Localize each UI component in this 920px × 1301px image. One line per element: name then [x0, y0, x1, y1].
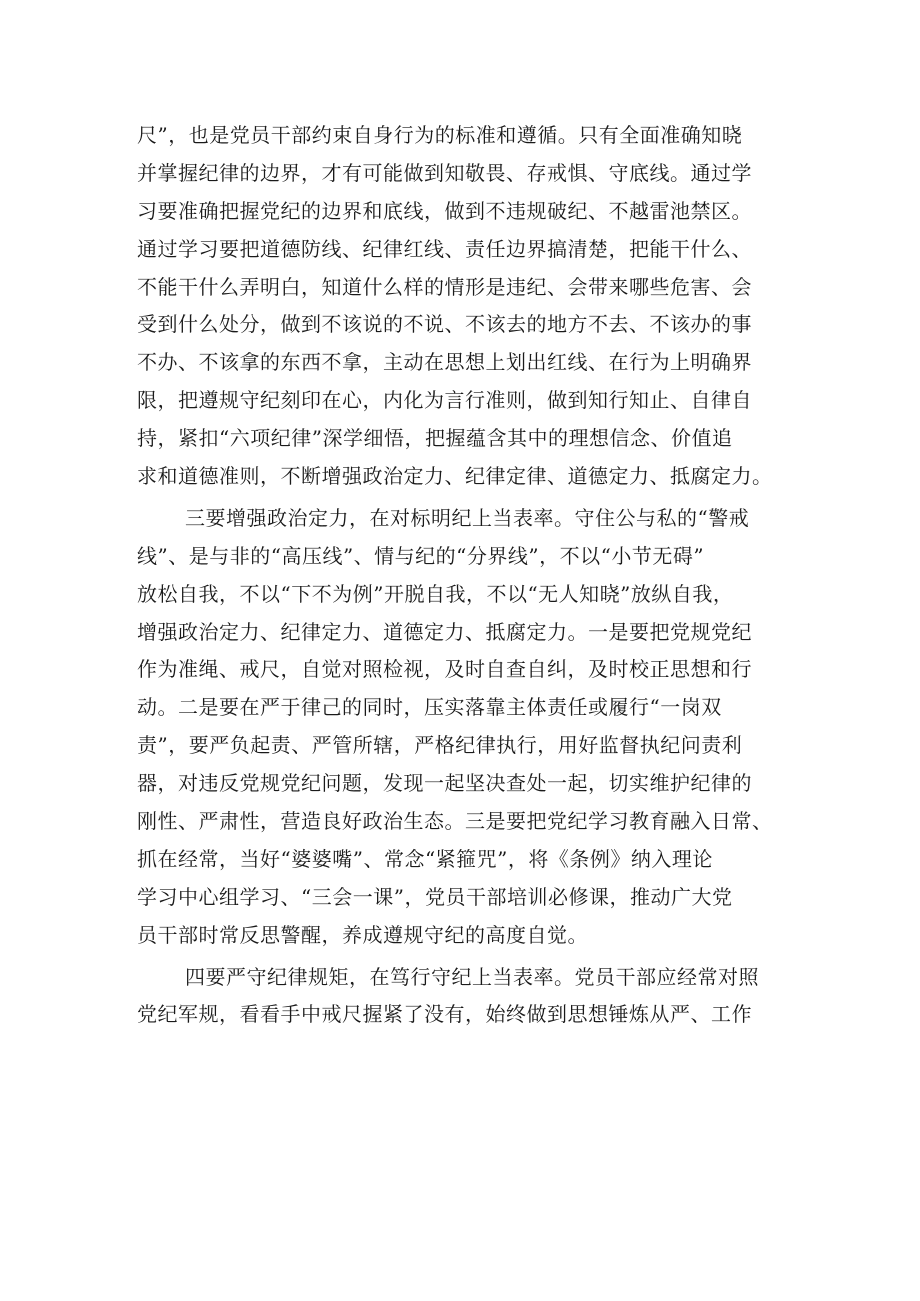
text-line: 责”，要严负起责、严管所辖，严格纪律执行，用好监督执纪问责利: [137, 733, 743, 758]
text-line: 动。二是要在严于律己的同时，压实落靠主体责任或履行“一岗双: [137, 695, 722, 720]
text-line: 持，紧扣“六项纪律”深学细悟，把握蕴含其中的理想信念、价值追: [137, 426, 733, 451]
text-line: 通过学习要把道德防线、纪律红线、责任边界搞清楚，把能干什么、: [137, 236, 752, 261]
text-line: 不能干什么弄明白，知道什么样的情形是违纪、会带来哪些危害、会: [137, 274, 752, 299]
paragraph-3: [137, 959, 797, 1035]
paragraph-2: [137, 500, 797, 955]
paragraph-1: [137, 117, 797, 496]
text-line: 求和道德准则，不断增强政治定力、纪律定律、道德定力、抵腐定力。: [137, 464, 773, 489]
text-line: 三要增强政治定力，在对标明纪上当表率。守住公与私的“警戒: [185, 505, 750, 530]
text-line: 受到什么处分，做到不该说的不说、不该去的地方不去、不该办的事: [137, 312, 752, 337]
text-line: 放松自我，不以“下不为例”开脱自我，不以“无人知晓”放纵自我，: [137, 581, 734, 606]
text-line: 刚性、严肃性，营造良好政治生态。三是要把党纪学习教育融入日常、: [137, 809, 773, 834]
document-body: [137, 117, 797, 1034]
text-line: 器，对违反党规党纪问题，发现一起坚决查处一起，切实维护纪律的: [137, 771, 752, 796]
text-line: 作为准绳、戒尺，自觉对照检视，及时自查自纠，及时校正思想和行: [137, 657, 752, 682]
text-line: 线”、是与非的“高压线”、情与纪的“分界线”，不以“小节无碍”: [137, 543, 705, 568]
text-line: 抓在经常，当好“婆婆嘴”、常念“紧箍咒”，将《条例》纳入理论: [137, 846, 713, 871]
text-line: 增强政治定力、纪律定力、道德定力、抵腐定力。一是要把党规党纪: [137, 619, 752, 644]
text-line: 并掌握纪律的边界，才有可能做到知敬畏、存戒惧、守底线。通过学: [137, 160, 752, 185]
text-line: 员干部时常反思警醒，养成遵规守纪的高度自觉。: [137, 922, 588, 947]
text-line: 限，把遵规守纪刻印在心，内化为言行准则，做到知行知止、自律自: [137, 388, 752, 413]
text-line: 尺”，也是党员干部约束自身行为的标准和遵循。只有全面准确知晓: [137, 123, 743, 147]
text-line: 四要严守纪律规矩，在笃行守纪上当表率。党员干部应经常对照: [185, 964, 759, 989]
text-line: 党纪军规，看看手中戒尺握紧了没有，始终做到思想锤炼从严、工作: [137, 1002, 752, 1027]
text-line: 习要准确把握党纪的边界和底线，做到不违规破纪、不越雷池禁区。: [137, 198, 752, 223]
text-line: 不办、不该拿的东西不拿，主动在思想上划出红线、在行为上明确界: [137, 350, 752, 375]
text-line: 学习中心组学习、“三会一课”，党员干部培训必修课，推动广大党: [137, 884, 733, 909]
